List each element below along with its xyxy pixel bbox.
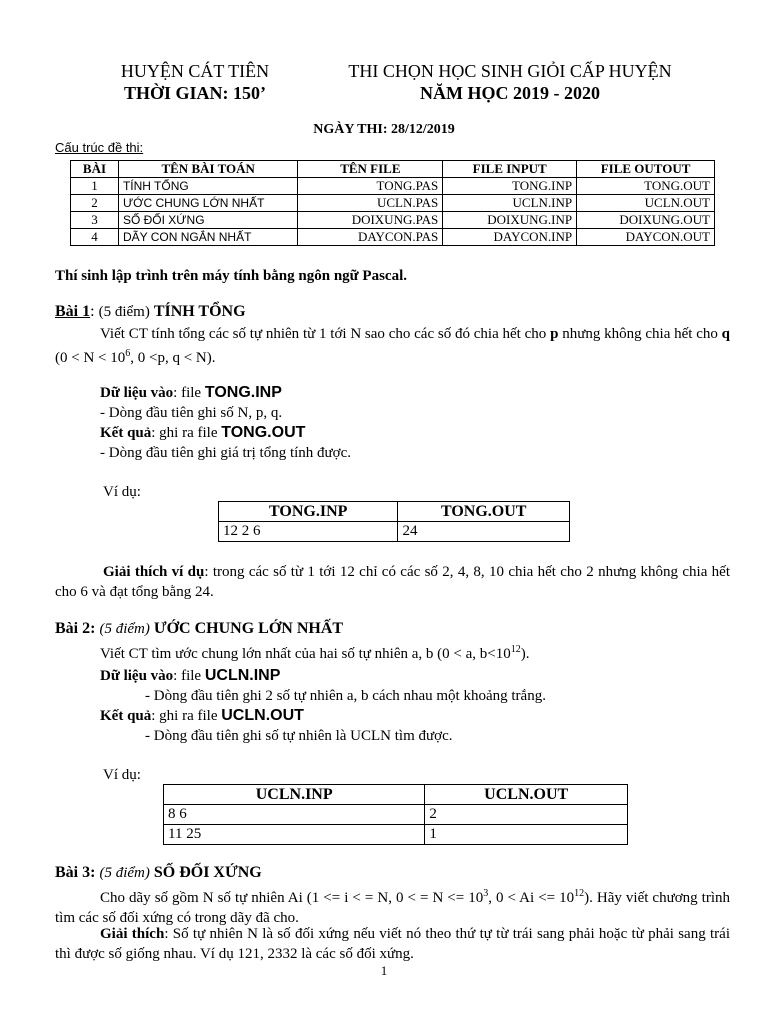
- structure-header-cell: TÊN FILE: [298, 161, 443, 178]
- problem-1-cond-a: (0 < N < 10: [55, 350, 126, 366]
- exponent: 12: [510, 644, 521, 655]
- output-file: TONG.OUT: [221, 424, 306, 441]
- problem-2-output-detail: - Dòng đầu tiên ghi số tự nhiên là UCLN tìm được.: [145, 728, 453, 744]
- input-text: : file: [173, 385, 202, 401]
- example-header-row: [219, 502, 570, 522]
- table-cell: ƯỚC CHUNG LỚN NHẤT: [118, 195, 298, 212]
- table-cell: DOIXUNG.PAS: [298, 212, 443, 229]
- structure-header-row: [71, 161, 715, 178]
- problem-1-colon: :: [90, 303, 95, 320]
- problem-3-desc-c: ). Hãy viết chương trình tìm các số đối xứng có trong dãy đã cho.: [55, 890, 730, 926]
- problem-2-description: [100, 640, 529, 664]
- exam-date: NGÀY THI: 28/12/2019: [313, 122, 455, 137]
- school-year: NĂM HỌC 2019 - 2020: [420, 83, 600, 103]
- table-cell: DAYCON.OUT: [577, 229, 715, 246]
- example-header-cell: UCLN.INP: [164, 785, 425, 805]
- problem-2-example-table: [163, 784, 628, 845]
- example-header-cell: TONG.INP: [219, 502, 398, 522]
- problem-1-desc-b: nhưng không chia hết cho: [562, 326, 718, 342]
- input-label: Dữ liệu vào: [100, 385, 174, 401]
- example-header-row: [164, 785, 628, 805]
- structure-header-cell: TÊN BÀI TOÁN: [118, 161, 298, 178]
- example-header-cell: TONG.OUT: [398, 502, 570, 522]
- problem-1-output-line: [100, 423, 305, 443]
- table-cell: TONG.OUT: [577, 178, 715, 195]
- table-cell: TONG.INP: [443, 178, 577, 195]
- table-cell: DÃY CON NGẮN NHẤT: [118, 229, 298, 246]
- input-text: : file: [173, 668, 202, 684]
- page-number: 1: [380, 963, 388, 978]
- table-row: [71, 178, 715, 195]
- output-label: Kết quả: [100, 708, 152, 724]
- table-row: [71, 212, 715, 229]
- problem-2-title: ƯỚC CHUNG LỚN NHẤT: [153, 620, 344, 637]
- header-left: [95, 60, 295, 104]
- table-cell: TONG.PAS: [298, 178, 443, 195]
- district-name: HUYỆN CÁT TIÊN: [120, 61, 270, 81]
- problem-1-title: TÍNH TỔNG: [153, 303, 246, 320]
- problem-2-example-label: Ví dụ:: [103, 767, 141, 783]
- table-cell: 1: [425, 825, 628, 845]
- problem-2-desc-a: Viết CT tìm ước chung lớn nhất của hai số tự nhiên a, b (0 < a, b<10: [100, 646, 511, 662]
- table-cell: 8 6: [164, 805, 425, 825]
- input-label: Dữ liệu vào: [100, 668, 174, 684]
- table-cell: 1: [71, 178, 119, 195]
- problem-3-label: Bài 3:: [55, 864, 96, 881]
- problem-1-example-label: Ví dụ:: [103, 484, 141, 500]
- problem-2-input-detail: - Dòng đầu tiên ghi 2 số tự nhiên a, b cách nhau một khoảng trắng.: [145, 688, 546, 704]
- problem-2-input-line: [100, 666, 280, 686]
- exponent: 3: [483, 888, 489, 899]
- problem-1-input-detail: - Dòng đầu tiên ghi số N, p, q.: [100, 405, 283, 421]
- var-p: p: [550, 326, 559, 342]
- problem-2-points: (5 điểm): [99, 621, 150, 637]
- problem-3-explanation: [55, 924, 730, 964]
- table-row: [164, 805, 628, 825]
- explain-label: Giải thích ví dụ: [103, 564, 205, 580]
- table-row: [71, 195, 715, 212]
- table-row: [219, 522, 570, 542]
- problem-1-points: (5 điểm): [98, 304, 150, 320]
- table-row: [71, 229, 715, 246]
- exponent: 12: [574, 888, 585, 899]
- problem-1-explanation: [55, 562, 730, 602]
- output-label: Kết quả: [100, 425, 152, 441]
- problem-2-desc-b: ).: [520, 646, 530, 662]
- input-file: UCLN.INP: [204, 667, 281, 684]
- table-cell: SỐ ĐỐI XỨNG: [118, 212, 298, 229]
- table-cell: 2: [71, 195, 119, 212]
- problem-1-label: Bài 1: [55, 303, 91, 320]
- table-row: [164, 825, 628, 845]
- problem-2-output-line: [100, 706, 304, 726]
- exam-title: THI CHỌN HỌC SINH GIỎI CẤP HUYỆN: [348, 61, 672, 81]
- problem-1-example-table: [218, 501, 570, 542]
- problem-1-cond-b: , 0 <p, q < N).: [130, 350, 216, 366]
- problem-1-desc-a: Viết CT tính tổng các số tự nhiên từ 1 tới N sao cho các số đó chia hết cho: [100, 326, 547, 342]
- problem-2-label: Bài 2:: [55, 620, 96, 637]
- output-file: UCLN.OUT: [221, 707, 304, 724]
- problem-3-heading: [55, 864, 262, 882]
- table-cell: DAYCON.INP: [443, 229, 577, 246]
- problem-1-heading: [55, 303, 246, 321]
- structure-header-cell: FILE INPUT: [443, 161, 577, 178]
- table-cell: UCLN.OUT: [577, 195, 715, 212]
- intro-text: Thí sinh lập trình trên máy tính bằng ngôn ngữ Pascal.: [55, 268, 408, 284]
- exam-time: THỜI GIAN: 150’: [123, 83, 266, 103]
- structure-header-cell: FILE OUTOUT: [577, 161, 715, 178]
- table-cell: 12 2 6: [219, 522, 398, 542]
- exponent: 6: [125, 348, 131, 359]
- problem-3-desc-b: , 0 < Ai <= 10: [488, 890, 575, 906]
- explain-text: : trong các số từ 1 tới 12 chỉ có các số 2, 4, 8, 10 chia hết cho 2 nhưng không chia hết cho 6 và đạt tổng bằng 24.: [55, 564, 731, 600]
- explain-label: Giải thích: [100, 926, 165, 942]
- header-right: [310, 60, 710, 104]
- table-cell: DOIXUNG.OUT: [577, 212, 715, 229]
- table-cell: 2: [425, 805, 628, 825]
- table-cell: 24: [398, 522, 570, 542]
- structure-label: Cấu trúc đề thi:: [55, 140, 144, 155]
- problem-3-description: [55, 884, 730, 928]
- table-cell: 11 25: [164, 825, 425, 845]
- example-header-cell: UCLN.OUT: [425, 785, 628, 805]
- output-text: : ghi ra file: [151, 708, 218, 724]
- table-cell: 3: [71, 212, 119, 229]
- var-q: q: [721, 326, 731, 342]
- structure-header-cell: BÀI: [71, 161, 119, 178]
- table-cell: UCLN.PAS: [298, 195, 443, 212]
- table-cell: 4: [71, 229, 119, 246]
- table-cell: UCLN.INP: [443, 195, 577, 212]
- output-text: : ghi ra file: [151, 425, 218, 441]
- table-cell: DAYCON.PAS: [298, 229, 443, 246]
- structure-table: [70, 160, 715, 246]
- problem-1-output-detail: - Dòng đầu tiên ghi giá trị tổng tính được.: [100, 445, 352, 461]
- problem-3-desc-a: Cho dãy số gồm N số tự nhiên Ai (1 <= i < = N, 0 < = N <= 10: [100, 890, 484, 906]
- problem-1-input-line: [100, 383, 282, 403]
- problem-2-heading: [55, 620, 343, 638]
- problem-3-points: (5 điểm): [99, 865, 150, 881]
- problem-1-description: [55, 324, 730, 368]
- table-cell: TÍNH TỔNG: [118, 178, 298, 195]
- input-file: TONG.INP: [204, 384, 282, 401]
- problem-3-title: SỐ ĐỐI XỨNG: [153, 864, 262, 881]
- explain-text: : Số tự nhiên N là số đối xứng nếu viết nó theo thứ tự từ trái sang phải hoặc từ phải sang trái thì được số giống nhau. Ví dụ 121, 2332 là các số đối xứng.: [55, 926, 730, 962]
- table-cell: DOIXUNG.INP: [443, 212, 577, 229]
